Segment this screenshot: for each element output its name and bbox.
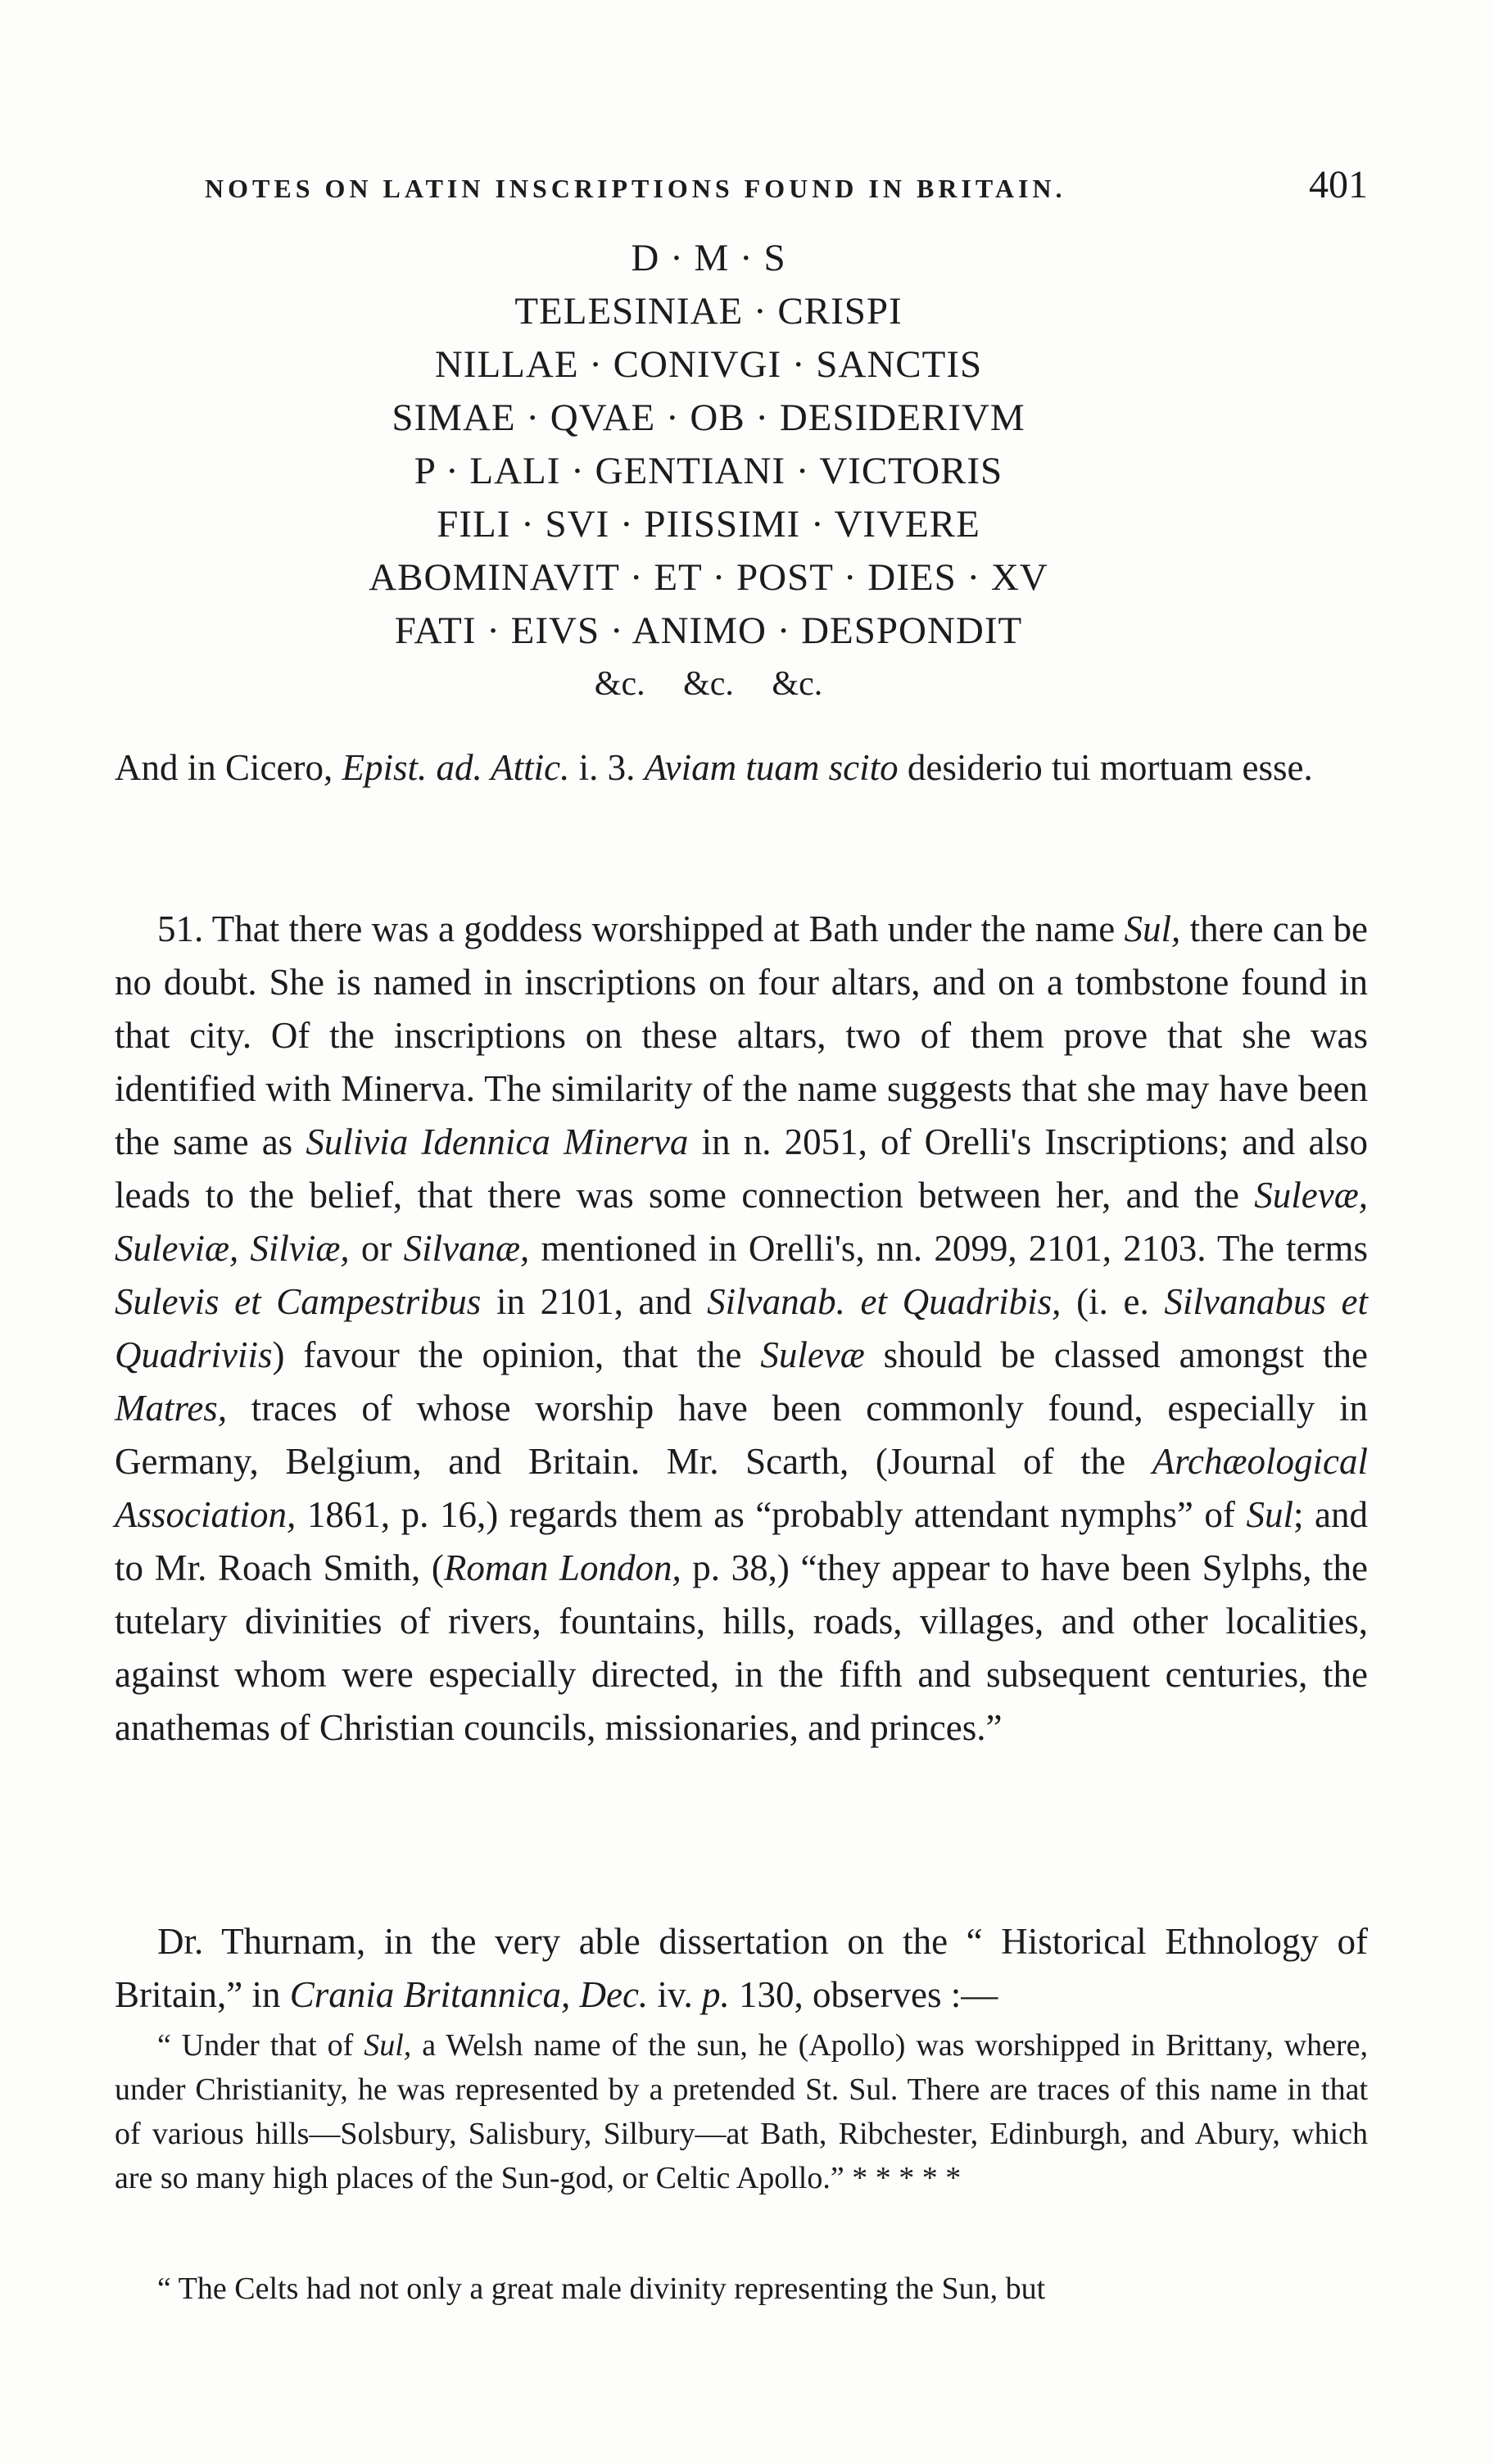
italic-run: Sulevis et Campestribus [115, 1281, 482, 1322]
paragraph-cicero [115, 741, 1368, 795]
paragraph-thurnam [115, 1915, 1368, 2022]
italic-run: Roman London, [443, 1547, 681, 1588]
inscription-line: TELESINIAE · CRISPI [514, 290, 903, 333]
running-title: NOTES ON LATIN INSCRIPTIONS FOUND IN BRITAIN. [205, 174, 1066, 203]
text-run: mentioned in Orelli's, nn. 2099, 2101, 2103. The terms [529, 1228, 1368, 1269]
paragraph-51 [115, 903, 1368, 1755]
inscription-line: FATI · EIVS · ANIMO · DESPONDIT [394, 609, 1023, 652]
italic-run: p. [702, 1974, 730, 2015]
text-run: desiderio tui mortuam esse. [898, 747, 1313, 788]
italic-run: Silvanæ, [403, 1228, 530, 1269]
text-run: And in Cicero, [115, 747, 342, 788]
text-run: 51. That there was a goddess worshipped at Bath under the name [157, 908, 1125, 949]
text-run: iv. [648, 1974, 703, 2015]
italic-run: Sulevæ, Suleviæ, Silviæ, [115, 1175, 1368, 1269]
italic-run: Silvanabus et Quadriviis [115, 1281, 1368, 1375]
inscription-etc: &c. &c. &c. [594, 665, 823, 703]
block-quote-celts [115, 2267, 1368, 2311]
text-run: “ Under that of [157, 2028, 364, 2063]
text-run: p. 38,) “they appear to have been Sylphs, the tutelary divinities of rivers, fountains, hills, roads, villages, and other localities, against whom were especially directed, in the fifth and subsequent centuries, the anathemas of Christian councils, missionaries, and princes.” [115, 1547, 1369, 1748]
text-run: 1861, p. 16,) regards them as “probably attendant nymphs” of [296, 1494, 1247, 1535]
text-run: in 2101, and [481, 1281, 708, 1322]
text-run: Dr. Thurnam, in the very able dissertation on the “ Historical Ethnology of Britain,” in [115, 1921, 1368, 2015]
inscription-line: D · M · S [631, 237, 786, 279]
italic-run: Archæological Association, [115, 1441, 1368, 1535]
text-run: there can be no doubt. She is named in inscriptions on four altars, and on a tombstone found in that city. Of the inscriptions on these altars, two of them prove that she was identified with Minerva. The similarity of the name suggests that she may have been the same as [115, 908, 1369, 1162]
inscription-line: P · LALI · GENTIANI · VICTORIS [414, 450, 1003, 492]
italic-run: Sulivia Idennica Minerva [306, 1121, 689, 1162]
latin-inscription [246, 232, 1171, 711]
italic-run: Sul, [1124, 908, 1181, 949]
italic-run: Sul, [364, 2028, 412, 2063]
block-quote-sul [115, 2023, 1368, 2200]
text-run: in n. 2051, of Orelli's Inscriptions; and also leads to the belief, that there was some connection between her, and the [115, 1121, 1368, 1216]
text-run: or [349, 1228, 404, 1269]
inscription-line: NILLAE · CONIVGI · SANCTIS [434, 343, 983, 386]
text-run: ; and to Mr. Roach Smith, ( [115, 1494, 1368, 1588]
text-run: ) favour the opinion, that the [272, 1334, 761, 1375]
page-number: 401 [1309, 163, 1368, 206]
text-run: traces of whose worship have been commonly found, especially in Germany, Belgium, and Britain. Mr. Scarth, (Journal of the [115, 1388, 1368, 1482]
text-run: should be classed amongst the [864, 1334, 1368, 1375]
text-run: “ The Celts had not only a great male divinity representing the Sun, but [157, 2272, 1046, 2306]
italic-run: Silvanab. et Quadribis, [707, 1281, 1062, 1322]
running-header [205, 162, 1368, 211]
inscription-line: ABOMINAVIT · ET · POST · DIES · XV [369, 556, 1048, 599]
text-run: a Welsh name of the sun, he (Apollo) was worshipped in Brittany, where, under Christianity, he was represented by a pretended St. Sul. There are traces of this name in that of various hills—Solsbury, Salisbury, Silbury—at Bath, Ribchester, Edinburgh, and Abury, which are so many high places of the Sun-god, or Celtic Apollo.” * * * * * [115, 2028, 1368, 2195]
text-run: (i. e. [1061, 1281, 1165, 1322]
text-run: i. 3. [569, 747, 645, 788]
italic-run: Epist. ad. Attic. [342, 747, 570, 788]
italic-run: Sulevæ [760, 1334, 865, 1375]
inscription-line: FILI · SVI · PIISSIMI · VIVERE [437, 503, 980, 546]
italic-run: Matres, [115, 1388, 228, 1429]
text-run: 130, observes :— [729, 1974, 998, 2015]
italic-run: Aviam tuam scito [644, 747, 899, 788]
italic-run: Crania Britannica, Dec. [289, 1974, 649, 2015]
italic-run: Sul [1246, 1494, 1293, 1535]
inscription-line: SIMAE · QVAE · OB · DESIDERIVM [392, 396, 1025, 439]
